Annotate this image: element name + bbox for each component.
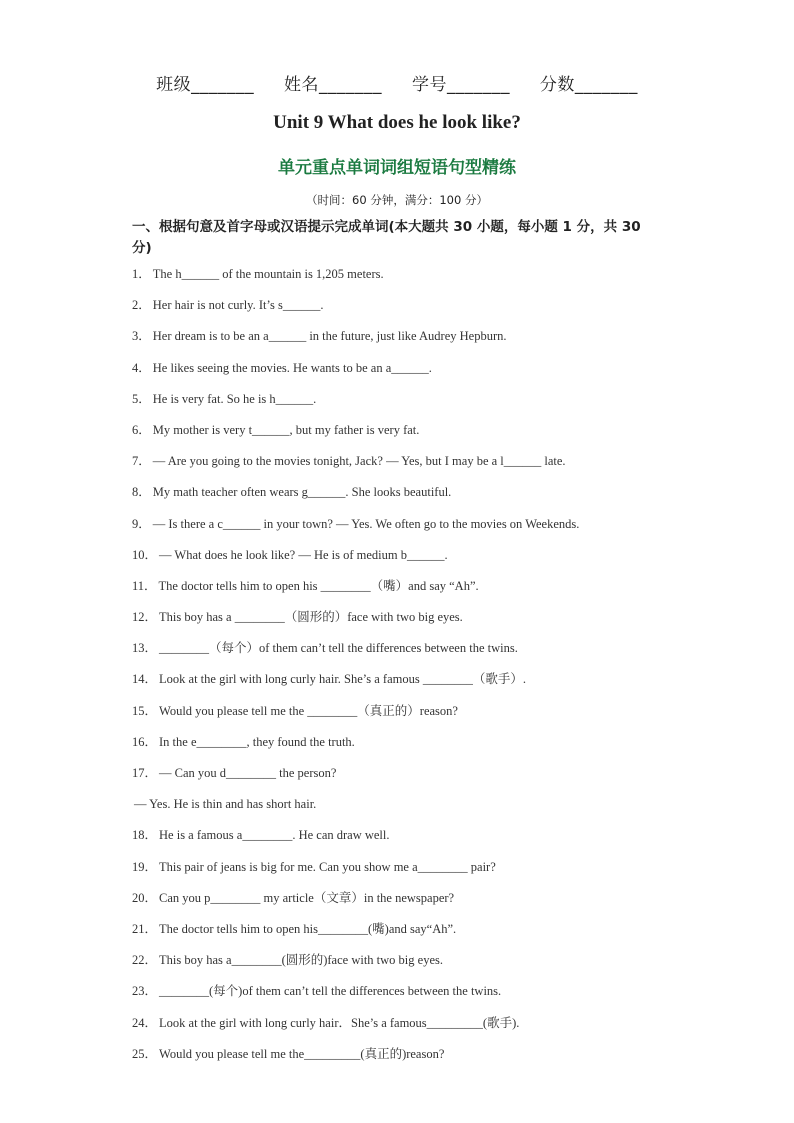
question-text: This pair of jeans is big for me. Can you show me a________ pair? — [159, 859, 496, 874]
question-number: 17． — [132, 766, 158, 780]
question-number: 8． — [132, 485, 151, 500]
question-list — [132, 265, 692, 1076]
question-item — [132, 546, 692, 577]
question-number: 6． — [132, 422, 151, 437]
question-item — [132, 826, 692, 857]
question-text: This boy has a ________（圆形的）face with two big eyes. — [159, 610, 463, 625]
question-number: 10． — [132, 547, 158, 562]
question-item — [132, 421, 692, 452]
worksheet-subtitle: 单元重点单词词组短语句型精练 — [278, 158, 516, 178]
question-text: Would you please tell me the ________（真正的）reason? — [159, 703, 458, 718]
question-item — [132, 702, 692, 733]
question-text: This boy has a________(圆形的)face with two big eyes. — [159, 953, 443, 968]
question-text: Her dream is to be an a______ in the future, just like Audrey Hepburn. — [152, 329, 507, 344]
question-item — [132, 390, 692, 421]
question-number: 7． — [132, 454, 151, 469]
question-item — [132, 483, 692, 514]
question-item — [132, 764, 692, 795]
question-text: Her hair is not curly. It’s s______. — [152, 298, 324, 313]
question-number: 15． — [132, 703, 158, 718]
question-item — [132, 639, 692, 670]
question-text: My mother is very t______, but my father is very fat. — [152, 422, 420, 437]
question-text: Can you p________ my article（文章）in the newspaper? — [159, 890, 455, 905]
question-number: 23． — [132, 984, 158, 999]
question-text: — Is there a c______ in your town? — Yes. We often go to the movies on Weekends. — [152, 516, 580, 531]
question-text: — Are you going to the movies tonight, Jack? — Yes, but I may be a l______ late. — [152, 454, 566, 469]
question-text: ________(每个)of them can’t tell the differences between the twins. — [159, 984, 502, 999]
question-item — [132, 515, 692, 546]
question-number: 18． — [132, 828, 158, 843]
question-text: Would you please tell me the_________(真正的)reason? — [159, 1046, 445, 1061]
score-field: 分数_______ — [539, 75, 638, 95]
question-number: 22． — [132, 953, 158, 968]
question-item — [132, 608, 692, 639]
question-item — [132, 889, 692, 920]
question-item — [132, 265, 692, 296]
question-number: 14． — [132, 672, 158, 687]
question-text: — Yes. He is thin and has short hair. — [134, 797, 317, 812]
question-number: 12． — [132, 610, 158, 625]
question-item — [132, 795, 692, 826]
question-item — [132, 982, 692, 1013]
question-number: 13． — [132, 641, 158, 656]
question-item — [132, 296, 692, 327]
section-1-heading: 一、根据句意及首字母或汉语提示完成单词(本大题共 30 小题，每小题 1 分，共 30 分) — [132, 219, 641, 256]
question-item — [132, 858, 692, 889]
question-number: 25． — [132, 1046, 158, 1061]
question-text: He likes seeing the movies. He wants to be an a______. — [152, 360, 432, 375]
question-number: 5． — [132, 391, 151, 406]
question-text: — What does he look like? — He is of medium b______. — [159, 547, 448, 562]
question-item — [132, 577, 692, 608]
question-item — [132, 951, 692, 982]
question-text: My math teacher often wears g______. She looks beautiful. — [152, 485, 452, 500]
question-item — [132, 920, 692, 951]
time-and-score-info: （时间：60 分钟，满分：100 分） — [306, 193, 488, 207]
question-number: 11． — [132, 578, 157, 593]
class-field: 班级_______ — [156, 75, 255, 95]
question-item — [132, 452, 692, 483]
student-id-field: 学号_______ — [411, 75, 510, 95]
question-text: — Can you d________ the person? — [159, 766, 337, 780]
question-number: 21． — [132, 921, 158, 936]
question-text: Look at the girl with long curly hair. She’s a famous ________（歌手）. — [159, 672, 526, 687]
question-text: The doctor tells him to open his ________（嘴）and say “Ah”. — [158, 578, 479, 593]
question-item — [132, 1045, 692, 1076]
question-number: 4． — [132, 360, 151, 375]
question-text: He is very fat. So he is h______. — [152, 391, 317, 406]
question-item — [132, 359, 692, 390]
name-field: 姓名_______ — [284, 75, 383, 95]
question-number: 1． — [132, 267, 151, 281]
question-item — [132, 733, 692, 764]
question-item — [132, 1014, 692, 1045]
question-text: He is a famous a________. He can draw well. — [159, 828, 390, 843]
question-number: 3． — [132, 329, 151, 344]
unit-title: Unit 9 What does he look like? — [273, 112, 521, 133]
question-text: The h______ of the mountain is 1,205 meters. — [152, 267, 384, 281]
question-item — [132, 327, 692, 358]
question-number: 16． — [132, 734, 158, 749]
question-item — [132, 670, 692, 701]
question-text: In the e________, they found the truth. — [159, 734, 355, 749]
question-number: 2． — [132, 298, 151, 313]
question-number: 19． — [132, 859, 158, 874]
student-info-line — [0, 70, 794, 95]
question-number: 20． — [132, 890, 158, 905]
question-number: 9． — [132, 516, 151, 531]
question-text: ________（每个）of them can’t tell the differences between the twins. — [159, 641, 518, 656]
question-text: The doctor tells him to open his________(嘴)and say“Ah”. — [159, 921, 457, 936]
question-text: Look at the girl with long curly hair．She’s a famous_________(歌手). — [159, 1015, 520, 1030]
question-number: 24． — [132, 1015, 158, 1030]
